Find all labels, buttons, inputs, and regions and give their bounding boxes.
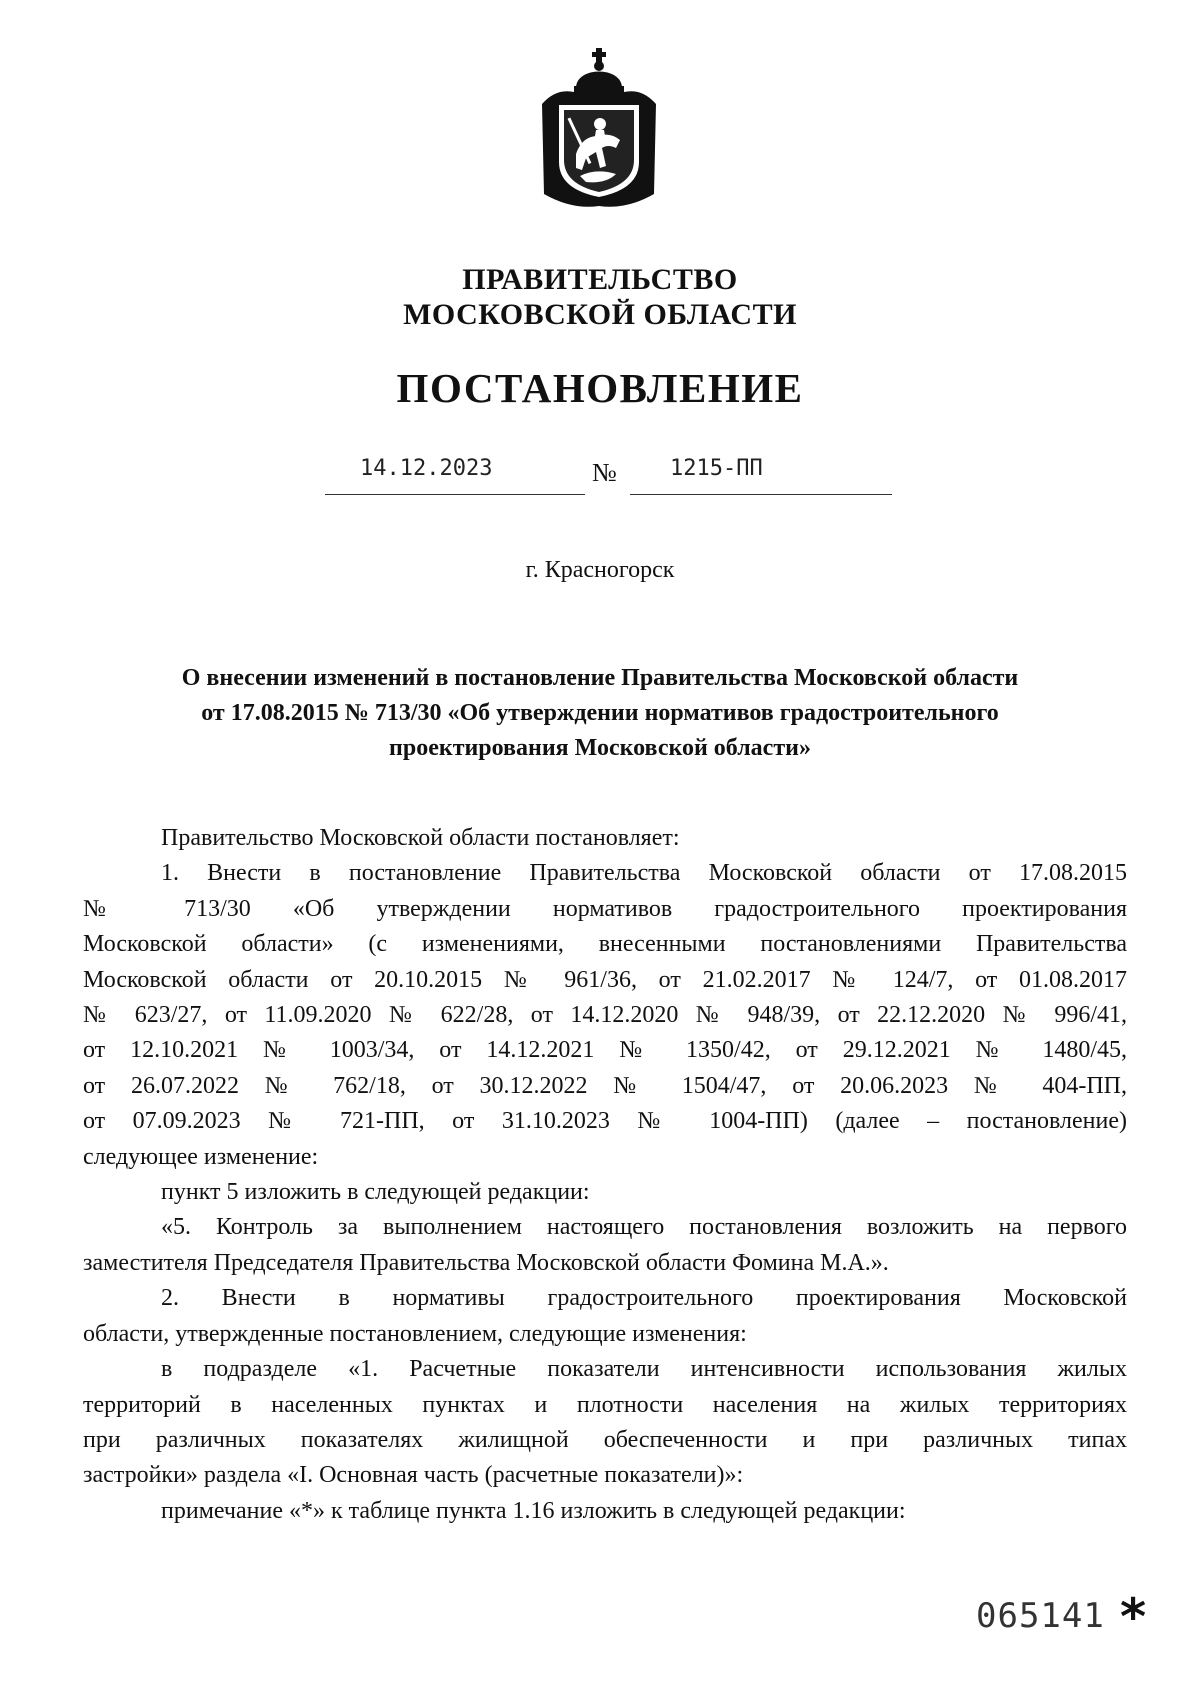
body-line: № 713/30 «Об утверждении нормативов градостроительного проектирования (83, 895, 1127, 922)
body-line: от 07.09.2023 № 721-ПП, от 31.10.2023 № 1004-ПП) (далее – постановление) (83, 1108, 1127, 1135)
body-line: заместителя Председателя Правительства Московской области Фомина М.А.». (83, 1249, 889, 1276)
subject-line: от 17.08.2015 № 713/30 «Об утверждении нормативов градостроительного (201, 700, 999, 726)
city-name: г. Красногорск (525, 557, 675, 583)
body-line: области, утвержденные постановлением, следующие изменения: (83, 1320, 747, 1347)
body-line: 2. Внести в нормативы градостроительного проектирования Московской (161, 1285, 1127, 1312)
document-body (83, 821, 1127, 1529)
body-line: застройки» раздела «I. Основная часть (расчетные показатели)»: (83, 1462, 744, 1489)
subject-line: О внесении изменений в постановление Правительства Московской области (181, 665, 1019, 691)
government-name-line2: МОСКОВСКОЙ ОБЛАСТИ (403, 298, 797, 331)
subject-line: проектирования Московской области» (389, 735, 811, 761)
body-line: в подразделе «1. Расчетные показатели интенсивности использования жилых (161, 1356, 1127, 1383)
body-line: следующее изменение: (83, 1143, 319, 1170)
document-date: 14.12.2023 (360, 456, 493, 481)
body-line: 1. Внести в постановление Правительства Московской области от 17.08.2015 (161, 860, 1127, 887)
number-sign: № (592, 458, 617, 487)
number-underline (630, 494, 892, 495)
body-line: примечание «*» к таблице пункта 1.16 изложить в следующей редакции: (161, 1497, 906, 1524)
document-type-title: ПОСТАНОВЛЕНИЕ (396, 365, 804, 411)
body-line: территорий в населенных пунктах и плотности населения на жилых территориях (83, 1391, 1127, 1418)
body-line: от 12.10.2021 № 1003/34, от 14.12.2021 № 1350/42, от 29.12.2021 № 1480/45, (83, 1037, 1127, 1064)
coat-of-arms-emblem (536, 44, 662, 210)
body-line: Московской области» (с изменениями, внесенными постановлениями Правительства (83, 931, 1127, 958)
body-line: от 26.07.2022 № 762/18, от 30.12.2022 № 1504/47, от 20.06.2023 № 404-ПП, (83, 1072, 1127, 1099)
body-line: пункт 5 изложить в следующей редакции: (161, 1179, 590, 1206)
serial-number: 065141 (976, 1596, 1105, 1636)
body-line: № 623/27, от 11.09.2020 № 622/28, от 14.12.2020 № 948/39, от 22.12.2020 № 996/41, (83, 1002, 1127, 1029)
body-line: при различных показателях жилищной обеспеченности и при различных типах (83, 1426, 1127, 1453)
body-line: «5. Контроль за выполнением настоящего постановления возложить на первого (161, 1214, 1127, 1241)
document-subject (90, 661, 1110, 766)
date-underline (325, 494, 585, 495)
government-name-line1: ПРАВИТЕЛЬСТВО (462, 263, 738, 296)
asterisk-mark: * (1120, 1588, 1147, 1646)
body-line: Правительство Московской области постановляет: (161, 825, 680, 851)
document-number: 1215-ПП (670, 456, 763, 481)
body-line: Московской области от 20.10.2015 № 961/36, от 21.02.2017 № 124/7, от 01.08.2017 (83, 966, 1127, 993)
